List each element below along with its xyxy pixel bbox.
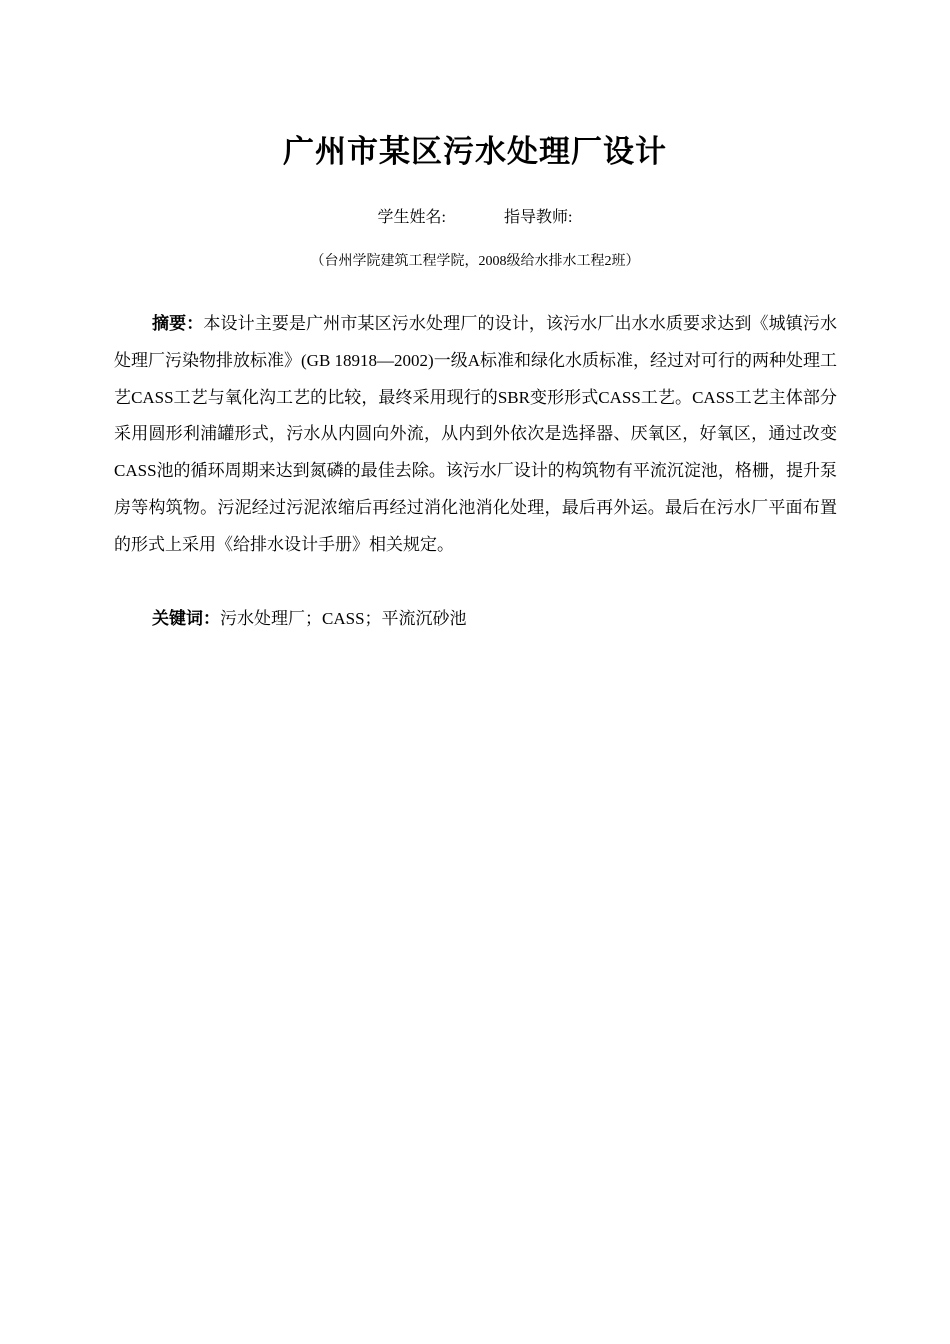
abstract-paragraph: [114, 306, 837, 564]
abstract-text: 本设计主要是广州市某区污水处理厂的设计，该污水厂出水水质要求达到《城镇污水处理厂污染物排放标准》(GB 18918—2002)一级A标准和绿化水质标准，经过对可行的两种处理工艺CASS工艺与氧化沟工艺的比较，最终采用现行的SBR变形形式CASS工艺。CASS工艺主体部分采用圆形利浦罐形式，污水从内圆向外流，从内到外依次是选择器、厌氧区，好氧区，通过改变CASS池的循环周期来达到氮磷的最佳去除。该污水厂设计的构筑物有平流沉淀池，格栅，提升泵房等构筑物。污泥经过污泥浓缩后再经过消化池消化处理，最后再外运。最后在污水厂平面布置的形式上采用《给排水设计手册》相关规定。: [114, 314, 838, 554]
keywords-paragraph: [114, 601, 837, 637]
advisor-label: 指导教师:: [504, 209, 573, 226]
affiliation: （台州学院建筑工程学院，2008级给水排水工程2班）: [310, 254, 640, 269]
keywords-text: 污水处理厂；CASS；平流沉砂池: [220, 609, 467, 628]
document-title: 广州市某区污水处理厂设计: [283, 134, 667, 170]
student-name-label: 学生姓名:: [377, 209, 446, 226]
abstract-label: 摘要：: [152, 314, 204, 334]
keywords-label: 关键词：: [152, 609, 220, 629]
author-line: [0, 204, 950, 232]
